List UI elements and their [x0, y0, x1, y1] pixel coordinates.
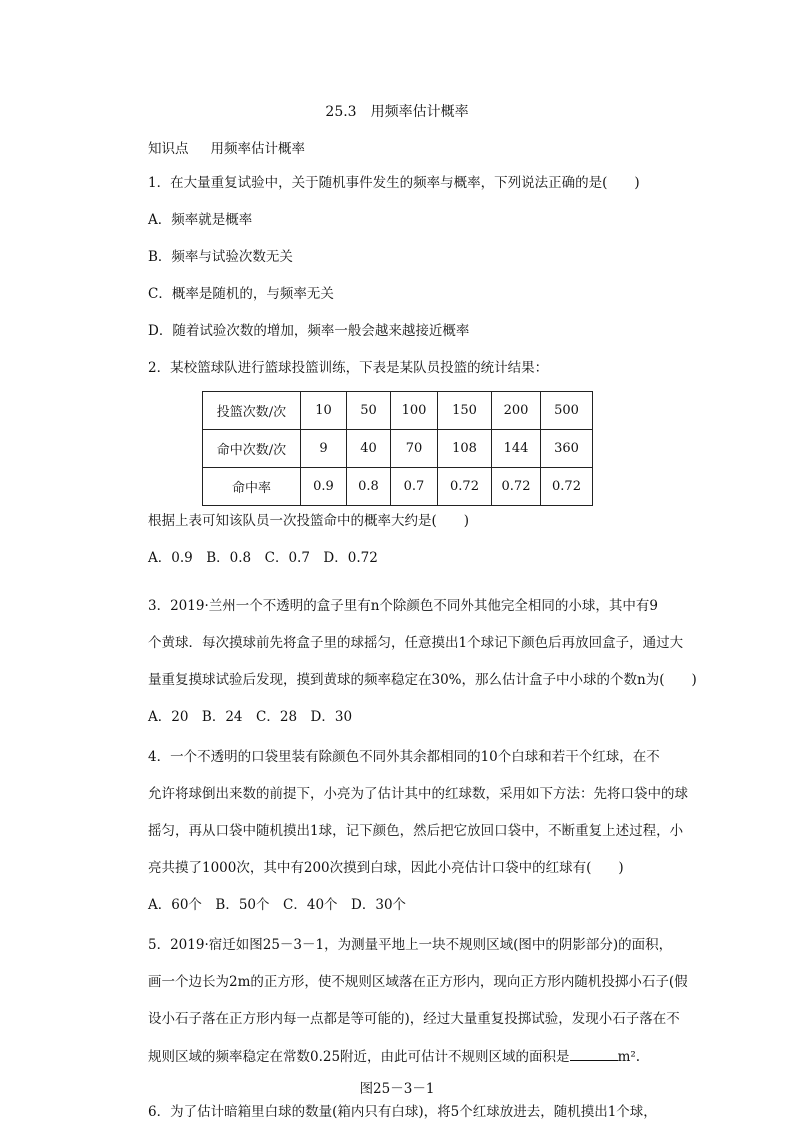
table-row	[203, 392, 593, 430]
table-row	[203, 468, 593, 506]
table-cell: 0.72	[438, 468, 492, 506]
table-cell: 10	[301, 392, 347, 430]
knowledge-point-topic: 用频率估计概率	[210, 141, 305, 157]
table-cell: 150	[438, 392, 492, 430]
table-cell: 50	[347, 392, 391, 430]
table-cell: 500	[541, 392, 593, 430]
answer-blank[interactable]	[570, 1047, 618, 1061]
table-cell: 0.72	[492, 468, 541, 506]
table-cell: 40	[347, 430, 391, 468]
table-cell: 200	[492, 392, 541, 430]
q1-option-a: A．频率就是概率	[148, 212, 253, 228]
table-row	[203, 430, 593, 468]
table-cell: 0.7	[391, 468, 438, 506]
table-cell: 0.9	[301, 468, 347, 506]
q3-line-3: 量重复摸球试验后发现，摸到黄球的频率稳定在30%，那么估计盒子中小球的个数n为( )	[148, 672, 697, 688]
q5-line-3: 设小石子落在正方形内每一点都是等可能的)，经过大量重复投掷试验，发现小石子落在不	[148, 1011, 680, 1027]
q5-line-1: 5．2019·宿迁如图25－3－1，为测量平地上一块不规则区域(图中的阴影部分)的面积，	[148, 937, 673, 953]
table-cell: 144	[492, 430, 541, 468]
q6-line-1: 6．为了估计暗箱里白球的数量(箱内只有白球)，将5个红球放进去，随机摸出1个球，	[148, 1104, 657, 1120]
q1-option-d: D．随着试验次数的增加，频率一般会越来越接近概率	[148, 323, 470, 339]
table-cell: 108	[438, 430, 492, 468]
table-cell: 投篮次数/次	[203, 392, 301, 430]
q1-option-c: C．概率是随机的，与频率无关	[148, 286, 334, 302]
q2-question: 根据上表可知该队员一次投篮命中的概率大约是( )	[148, 513, 470, 529]
q2-stem: 2．某校篮球队进行篮球投篮训练，下表是某队员投篮的统计结果：	[148, 360, 549, 376]
section-title: 25.3 用频率估计概率	[325, 104, 469, 120]
q3-line-2: 个黄球．每次摸球前先将盒子里的球摇匀，任意摸出1个球记下颜色后再放回盒子，通过大	[148, 635, 684, 651]
q4-line-3: 摇匀，再从口袋中随机摸出1球，记下颜色，然后把它放回口袋中，不断重复上述过程，小	[148, 823, 684, 839]
q1-stem: 1．在大量重复试验中，关于随机事件发生的频率与概率，下列说法正确的是( )	[148, 175, 640, 191]
q3-line-1: 3．2019·兰州一个不透明的盒子里有n个除颜色不同外其他完全相同的小球，其中有9	[148, 598, 659, 614]
shooting-stats-table	[202, 391, 593, 506]
table-cell: 0.72	[541, 468, 593, 506]
table-cell: 命中次数/次	[203, 430, 301, 468]
table-cell: 命中率	[203, 468, 301, 506]
q2-options: A．0.9 B．0.8 C．0.7 D．0.72	[148, 550, 378, 566]
q5-unit: m².	[617, 1049, 641, 1065]
table-cell: 9	[301, 430, 347, 468]
q5-line-4	[148, 1047, 640, 1066]
q4-options: A．60个 B．50个 C．40个 D．30个	[148, 897, 407, 913]
knowledge-point	[148, 137, 305, 157]
table-cell: 70	[391, 430, 438, 468]
q5-line-4-text: 规则区域的频率稳定在常数0.25附近，由此可估计不规则区域的面积是	[148, 1049, 570, 1065]
q1-option-b: B．频率与试验次数无关	[148, 249, 293, 265]
q4-line-2: 允许将球倒出来数的前提下，小亮为了估计其中的红球数，采用如下方法：先将口袋中的球	[148, 786, 688, 802]
figure-caption: 图25－3－1	[359, 1081, 435, 1097]
table-cell: 100	[391, 392, 438, 430]
table-cell: 0.8	[347, 468, 391, 506]
q5-line-2: 画一个边长为2m的正方形，使不规则区域落在正方形内，现向正方形内随机投掷小石子(假	[148, 974, 688, 990]
q3-options: A．20 B．24 C．28 D．30	[148, 709, 353, 725]
q4-line-1: 4．一个不透明的口袋里装有除颜色不同外其余都相同的10个白球和若干个红球，在不	[148, 749, 660, 765]
knowledge-point-label: 知识点	[148, 141, 189, 157]
table-cell: 360	[541, 430, 593, 468]
q4-line-4: 亮共摸了1000次，其中有200次摸到白球，因此小亮估计口袋中的红球有( )	[148, 860, 624, 876]
